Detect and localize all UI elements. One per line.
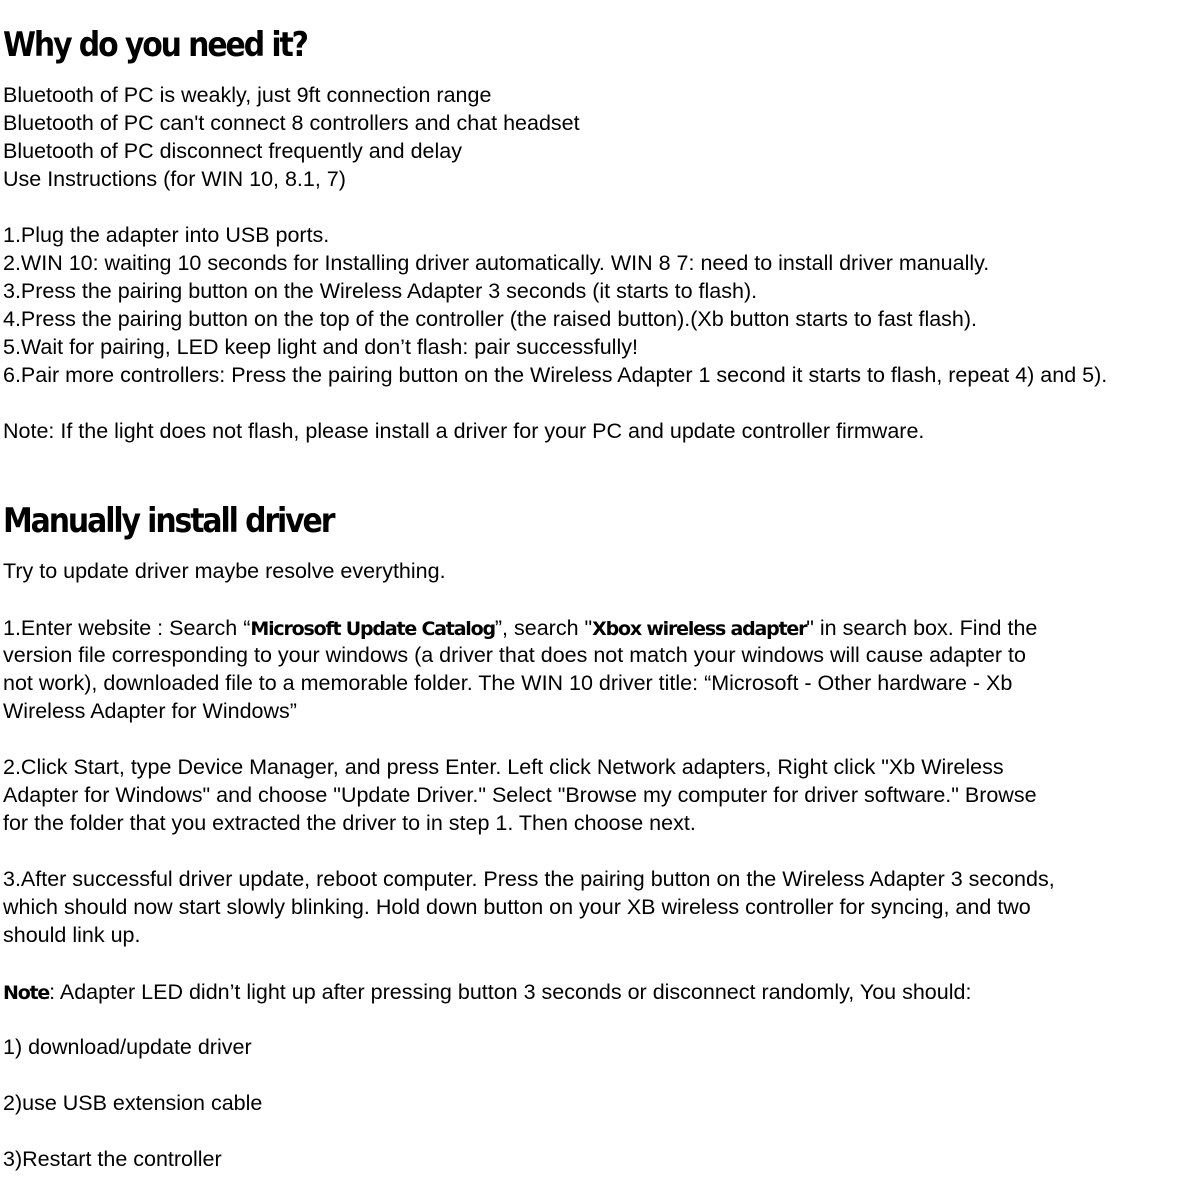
note-text: : Adapter LED didn’t light up after pressing button 3 seconds or disconnect randomly, You should: bbox=[49, 980, 972, 1004]
step3-line: which should now start slowly blinking. Hold down button on your XB wireless controller for syncing, and two bbox=[3, 895, 1031, 919]
flash-note: Note: If the light does not flash, please install a driver for your PC and update controller firmware. bbox=[3, 419, 925, 443]
step-line: 5.Wait for pairing, LED keep light and don’t flash: pair successfully! bbox=[3, 335, 638, 359]
step-line: 3.Press the pairing button on the Wireless Adapter 3 seconds (it starts to flash). bbox=[3, 279, 758, 303]
reason-line: Bluetooth of PC disconnect frequently and delay bbox=[3, 139, 462, 163]
search-term: Xbox wireless adapter bbox=[592, 618, 807, 640]
step1-mid: ”, search " bbox=[494, 616, 593, 640]
step1-line: Wireless Adapter for Windows” bbox=[3, 699, 297, 723]
reason-line: Bluetooth of PC can't connect 8 controllers and chat headset bbox=[3, 111, 580, 135]
step1-prefix: 1.Enter website : Search “ bbox=[3, 616, 251, 640]
note-label: Note bbox=[3, 982, 50, 1004]
step-line: 1.Plug the adapter into USB ports. bbox=[3, 223, 330, 247]
section-manual-title: Manually install driver bbox=[3, 501, 334, 541]
led-note bbox=[3, 978, 971, 1007]
step3-line: 3.After successful driver update, reboot computer. Press the pairing button on the Wireless Adapter 3 seconds, bbox=[3, 867, 1055, 891]
step2-line: for the folder that you extracted the driver to in step 1. Then choose next. bbox=[3, 811, 696, 835]
step1-line bbox=[3, 614, 1037, 643]
step-line: 4.Press the pairing button on the top of the controller (the raised button).(Xb button starts to fast flash). bbox=[3, 307, 978, 331]
step1-line: not work), downloaded file to a memorable folder. The WIN 10 driver title: “Microsoft - Other hardware - Xb bbox=[3, 671, 1013, 695]
fix-item: 3)Restart the controller bbox=[3, 1147, 222, 1171]
step1-suffix: " in search box. Find the bbox=[806, 616, 1038, 640]
step-line: 2.WIN 10: waiting 10 seconds for Installing driver automatically. WIN 8 7: need to install driver manually. bbox=[3, 251, 990, 275]
fix-item: 1) download/update driver bbox=[3, 1035, 252, 1059]
instructions-heading: Use Instructions (for WIN 10, 8.1, 7) bbox=[3, 167, 346, 191]
step1-line: version file corresponding to your windows (a driver that does not match your windows will cause adapter to bbox=[3, 643, 1026, 667]
fix-item: 2)use USB extension cable bbox=[3, 1091, 263, 1115]
step-line: 6.Pair more controllers: Press the pairing button on the Wireless Adapter 1 second it starts to flash, repeat 4) and 5). bbox=[3, 363, 1108, 387]
step3-line: should link up. bbox=[3, 923, 141, 947]
catalog-name: Microsoft Update Catalog bbox=[250, 618, 495, 640]
step2-line: Adapter for Windows" and choose "Update Driver." Select "Browse my computer for driver software." Browse bbox=[3, 783, 1037, 807]
reason-line: Bluetooth of PC is weakly, just 9ft connection range bbox=[3, 83, 492, 107]
section-why-title: Why do you need it? bbox=[3, 25, 307, 65]
intro-line: Try to update driver maybe resolve everything. bbox=[3, 559, 446, 583]
step2-line: 2.Click Start, type Device Manager, and press Enter. Left click Network adapters, Right click "Xb Wireless bbox=[3, 755, 1004, 779]
